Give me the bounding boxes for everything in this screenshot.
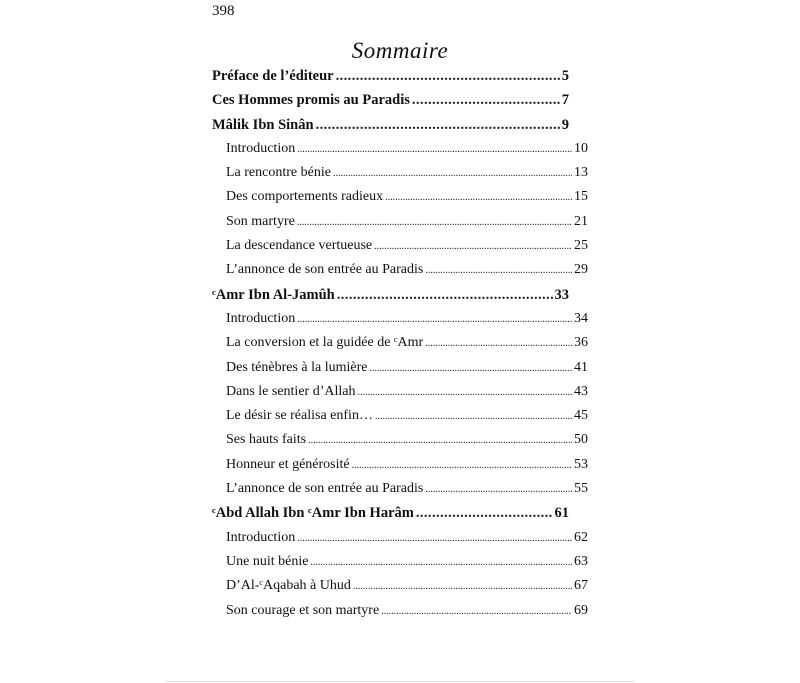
toc-entry-page-number: 36 (574, 335, 588, 351)
toc-section-entry (212, 214, 588, 238)
dot-leader (352, 457, 572, 473)
toc-entry-page-number: 9 (561, 116, 569, 133)
toc-entry-label: L’annonce de son entrée au Paradis (226, 481, 424, 497)
toc-entry-label: Son courage et son martyre (226, 602, 380, 618)
toc-entry-page-number: 41 (574, 359, 588, 375)
toc-entry-label: Ces Hommes promis au Paradis (212, 92, 410, 109)
toc-entry-page-number: 29 (574, 262, 588, 278)
toc-entry-page-number: 45 (574, 408, 588, 424)
toc-entry-label: Son martyre (226, 213, 295, 229)
dot-leader (337, 287, 553, 304)
dot-leader (357, 384, 572, 400)
toc-entry-label: La rencontre bénie (226, 165, 331, 181)
toc-entry-page-number: 10 (574, 140, 588, 156)
toc-entry-page-number: 33 (554, 286, 569, 303)
toc-entry-label: Préface de l’éditeur (212, 68, 334, 84)
dot-leader (353, 578, 572, 594)
dot-leader (385, 189, 572, 205)
toc-entry-page-number: 7 (561, 92, 569, 109)
toc-section-entry (212, 554, 588, 578)
dot-leader (375, 408, 572, 424)
dot-leader (310, 554, 572, 570)
toc-entry-page-number: 53 (574, 456, 588, 472)
toc-entry-page-number: 13 (574, 165, 588, 181)
toc-section-entry (212, 432, 588, 456)
dot-leader (333, 165, 572, 181)
toc-entry-page-number: 55 (574, 481, 588, 497)
toc-entry-page-number: 25 (574, 238, 588, 254)
dot-leader (412, 92, 560, 109)
toc-entry-page-number: 62 (574, 529, 588, 545)
toc-section-entry (212, 481, 588, 505)
toc-section-entry (212, 457, 588, 481)
toc-section-entry (212, 141, 588, 165)
toc-entry-label: La descendance vertueuse (226, 238, 373, 254)
table-of-contents (212, 68, 588, 627)
dot-leader (370, 360, 573, 376)
dot-leader (297, 530, 572, 546)
toc-chapter-entry (212, 92, 588, 116)
toc-entry-page-number: 15 (574, 189, 588, 205)
toc-entry-page-number: 34 (574, 310, 588, 326)
toc-section-entry (212, 238, 588, 262)
toc-entry-label: ᶜAmr Ibn Al-Jamûh (212, 286, 335, 303)
toc-entry-page-number: 43 (574, 383, 588, 399)
dot-leader (297, 311, 572, 327)
dot-leader (425, 335, 572, 351)
toc-entry-label: ᶜAbd Allah Ibn ᶜAmr Ibn Harâm (212, 505, 414, 522)
toc-section-entry (212, 360, 588, 384)
dot-leader (297, 141, 572, 157)
dot-leader (416, 505, 553, 522)
toc-section-entry (212, 384, 588, 408)
toc-entry-label: Le désir se réalisa enfin… (226, 408, 373, 424)
toc-section-entry (212, 311, 588, 335)
toc-entry-label: Introduction (226, 310, 296, 326)
toc-section-entry (212, 530, 588, 554)
toc-entry-page-number: 63 (574, 553, 588, 569)
toc-section-entry (212, 603, 588, 627)
toc-entry-label: Introduction (226, 140, 296, 156)
toc-entry-label: La conversion et la guidée de ᶜAmr (226, 335, 424, 351)
dot-leader (374, 238, 572, 254)
toc-entry-page-number: 69 (574, 602, 588, 618)
toc-chapter-entry (212, 117, 588, 141)
toc-chapter-entry (212, 287, 588, 311)
toc-entry-label: D’Al-ᶜAqabah à Uhud (226, 578, 351, 594)
toc-section-entry (212, 408, 588, 432)
toc-entry-label: Des ténèbres à la lumière (226, 359, 368, 375)
dot-leader (297, 214, 572, 230)
toc-entry-label: Introduction (226, 529, 296, 545)
toc-entry-page-number: 67 (574, 578, 588, 594)
toc-entry-label: Honneur et générosité (226, 456, 350, 472)
toc-entry-page-number: 21 (574, 213, 588, 229)
toc-chapter-entry (212, 68, 588, 92)
dot-leader (316, 117, 560, 134)
toc-chapter-entry (212, 505, 588, 529)
toc-section-entry (212, 165, 588, 189)
page-title: Sommaire (351, 38, 449, 63)
toc-entry-label: Ses hauts faits (226, 432, 307, 448)
toc-entry-page-number: 61 (554, 505, 569, 522)
dot-leader (425, 481, 572, 497)
toc-entry-label: Mâlik Ibn Sinân (212, 116, 314, 133)
dot-leader (336, 68, 560, 85)
toc-section-entry (212, 578, 588, 602)
toc-section-entry (212, 262, 588, 286)
toc-entry-label: Dans le sentier d’Allah (226, 383, 356, 399)
toc-entry-label: L’annonce de son entrée au Paradis (226, 262, 424, 278)
toc-entry-label: Une nuit bénie (226, 553, 309, 569)
bottom-divider (166, 681, 634, 682)
dot-leader (381, 603, 572, 619)
page-number: 398 (212, 3, 235, 19)
dot-leader (308, 432, 572, 448)
dot-leader (425, 262, 572, 278)
toc-section-entry (212, 189, 588, 213)
toc-section-entry (212, 335, 588, 359)
toc-entry-page-number: 5 (561, 68, 569, 84)
toc-entry-page-number: 50 (574, 432, 588, 448)
toc-entry-label: Des comportements radieux (226, 189, 384, 205)
